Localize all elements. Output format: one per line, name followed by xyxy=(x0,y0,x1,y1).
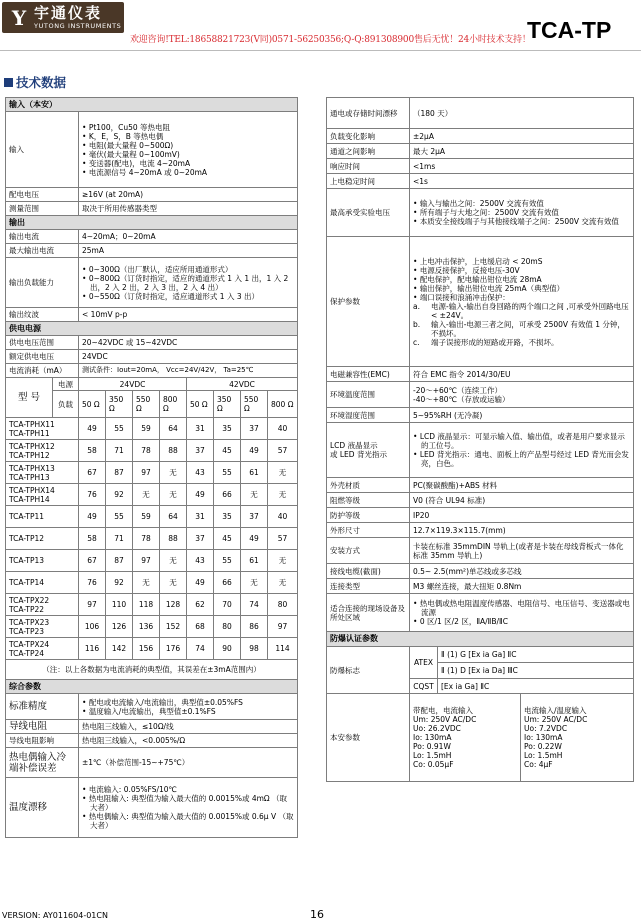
mount-value: 卡装在标准 35mmDIN 导轨上(或者是卡装在母线背板式一体化标准 35mm 导轨上) xyxy=(410,538,634,564)
version: VERSION: AY011604-01CN xyxy=(2,911,108,920)
logo-en: YUTONG INSTRUMENTS xyxy=(34,21,122,30)
consumption-cell: 45 xyxy=(214,440,241,462)
consumption-cell: 57 xyxy=(268,440,298,462)
consumption-cell: 无 xyxy=(160,550,187,572)
consumption-cell: 40 xyxy=(268,506,298,528)
is-param: 电流输入/温度输入 xyxy=(524,706,587,715)
housing-value: PC(聚碳酸酯)+ABS 材料 xyxy=(410,478,634,493)
consumption-cell: 37 xyxy=(241,506,268,528)
terminal-label: 连接类型 xyxy=(327,579,410,594)
is-param: Uo: 26.2VDC xyxy=(413,724,461,733)
consumption-cell: 71 xyxy=(106,440,133,462)
consumption-cell: 59 xyxy=(133,418,160,440)
consumption-cell: 无 xyxy=(160,484,187,506)
rated-value: 24VDC xyxy=(79,350,298,364)
consumption-cell: 118 xyxy=(133,594,160,616)
consumption-cell: 49 xyxy=(187,572,214,594)
protection-subitem xyxy=(413,320,630,338)
model-cell: TCA-TP11 xyxy=(6,506,79,528)
load-value-header: 800 Ω xyxy=(268,391,298,418)
is-param: Co: 0.05μF xyxy=(413,760,454,769)
load-item: • 0~300Ω（出厂默认，适应所用通道形式） xyxy=(82,265,294,274)
consumption-cell: 92 xyxy=(106,572,133,594)
consumption-cell: 49 xyxy=(241,440,268,462)
atex-label: ATEX xyxy=(410,647,438,679)
load-value-header: 350 Ω xyxy=(106,391,133,418)
consumption-cell: 74 xyxy=(241,594,268,616)
load-item: • 0~550Ω（订货时指定，适应通道形式 1 入 3 出） xyxy=(82,292,294,301)
is-params-b xyxy=(521,694,634,782)
section-square-icon xyxy=(4,78,13,87)
consumption-cell: 61 xyxy=(241,550,268,572)
drift-list xyxy=(82,785,294,830)
consumption-cell: 116 xyxy=(79,638,106,660)
consumption-cell: 无 xyxy=(268,462,298,484)
ripple-value: < 10mV p-p xyxy=(79,308,298,322)
drift-item: • 电流输入: 0.05%FS/10℃ xyxy=(82,785,294,794)
is-param: 带配电，电流输入 xyxy=(413,706,473,715)
consumption-cell: 55 xyxy=(106,506,133,528)
protection-item: • 上电冲击保护，上电缓启动 < 20mS xyxy=(413,257,630,266)
table-row xyxy=(6,418,298,440)
is-param: Po: 0.91W xyxy=(413,742,451,751)
consumption-cell: 86 xyxy=(241,616,268,638)
is-param: Io: 130mA xyxy=(524,733,563,742)
drift-label: 温度漂移 xyxy=(6,778,79,838)
consumption-cell: 62 xyxy=(187,594,214,616)
test-voltage-item: • 本质安全接线端子与其他接线端子之间：2500V 交流有效值 xyxy=(413,217,630,226)
consumption-cell: 无 xyxy=(241,572,268,594)
consumption-cell: 88 xyxy=(160,440,187,462)
consumption-cell: 61 xyxy=(241,462,268,484)
consumption-cell: 31 xyxy=(187,506,214,528)
load-value-header: 550 Ω xyxy=(241,391,268,418)
response-value: <1ms xyxy=(410,159,634,174)
consumption-cell: 40 xyxy=(268,418,298,440)
model-cell: TCA-TPHX11 TCA-TPH11 xyxy=(6,418,79,440)
housing-label: 外壳材质 xyxy=(327,478,410,493)
load-label: 输出负载能力 xyxy=(6,258,79,308)
consumption-cell: 无 xyxy=(160,572,187,594)
consumption-cell: 无 xyxy=(133,484,160,506)
consumption-cell: 88 xyxy=(160,528,187,550)
model-col-header: 型 号 xyxy=(6,378,53,418)
input-item: • 毫伏(最大量程 0~100mV) xyxy=(82,150,294,159)
max-current-value: 25mA xyxy=(79,244,298,258)
display-item: • LCD 液晶显示：可显示输入值、输出值，或者是用户要求显示的工位号。 xyxy=(413,432,630,450)
atex-dust: Ⅱ (1) D [Ex ia Da] ⅢC xyxy=(438,663,634,679)
consumption-cell: 57 xyxy=(268,528,298,550)
table-row xyxy=(6,462,298,484)
is-params-a xyxy=(410,694,521,782)
consumption-cell: 92 xyxy=(106,484,133,506)
consumption-cell: 64 xyxy=(160,506,187,528)
supply-value: ≥16V (at 20mA) xyxy=(79,188,298,202)
model-title: TCA-TP xyxy=(527,17,612,43)
consumption-cell: 无 xyxy=(268,572,298,594)
env-humidity-value: 5~95%RH (无冷凝) xyxy=(410,408,634,423)
consumption-cell: 126 xyxy=(106,616,133,638)
subitem-key: a. xyxy=(413,301,420,311)
protection-label: 保护参数 xyxy=(327,237,410,367)
input-item: • 电阻(最大量程 0~500Ω) xyxy=(82,141,294,150)
consumption-cell: 无 xyxy=(241,484,268,506)
load-item: • 0~800Ω（订货时指定，适应的通道形式 1 入 1 出，1 入 2 出，2 入 2 出，2 入 3 出，2 入 4 出） xyxy=(82,274,294,292)
subitem-key: c. xyxy=(413,337,420,347)
drift-item: • 热电阻输入: 典型值为输入最大值的 0.0015%或 4mΩ （取大者） xyxy=(82,794,294,812)
input-header: 输入（本安） xyxy=(6,98,298,112)
consumption-cell: 66 xyxy=(214,484,241,506)
size-label: 外形尺寸 xyxy=(327,523,410,538)
section-title: 技术数据 xyxy=(4,73,66,91)
consumption-cell: 68 xyxy=(187,616,214,638)
load-value-header: 800 Ω xyxy=(160,391,187,418)
consumption-cell: 87 xyxy=(106,550,133,572)
ripple-label: 输出纹波 xyxy=(6,308,79,322)
table-row xyxy=(6,616,298,638)
subitem-text: 电源-输入-输出自身回路的两个端口之间 ,可承受外回路电压 < ±24V。 xyxy=(431,301,629,320)
consumption-cell: 无 xyxy=(268,484,298,506)
out-current-value: 4~20mA；0~20mA xyxy=(79,230,298,244)
model-cell: TCA-TP12 xyxy=(6,528,79,550)
input-list xyxy=(82,123,294,177)
protection-item: • 电源反接保护，反接电压-30V xyxy=(413,266,630,275)
output-header: 输出 xyxy=(6,216,298,230)
cjc-label: 热电偶输入冷端补偿误差 xyxy=(6,748,79,778)
load-value-header: 50 Ω xyxy=(187,391,214,418)
right-spec-table xyxy=(326,97,634,782)
cqst-value: [Ex ia Ga] ⅡC xyxy=(438,679,634,694)
response-label: 响应时间 xyxy=(327,159,410,174)
load-list xyxy=(82,265,294,301)
contact-banner: 欢迎咨询!TEL:18658821723(V同)0571-56250356;Q-Q:891308900售后无忧！24小时技术支持！ xyxy=(130,35,531,45)
consumption-cell: 176 xyxy=(160,638,187,660)
site-item: • 0 区/1 区/2 区，ⅡA/ⅡB/ⅡC xyxy=(413,617,630,626)
atex-gas: Ⅱ (1) G [Ex ia Ga] ⅡC xyxy=(438,647,634,663)
ex-header: 防爆认证参数 xyxy=(327,632,634,647)
flame-value: V0 (符合 UL94 标准) xyxy=(410,493,634,508)
consumption-cell: 58 xyxy=(79,528,106,550)
subitem-text: 输入-输出-电源三者之间，可承受 2500V 有效值 1 分钟，不损坏。 xyxy=(431,319,625,338)
is-param: Um: 250V AC/DC xyxy=(413,715,477,724)
consumption-cell: 97 xyxy=(268,616,298,638)
page-number: 16 xyxy=(310,908,324,921)
env-humidity-label: 环境湿度范围 xyxy=(327,408,410,423)
lead-res-value: 热电阻三线输入，≤10Ω/线 xyxy=(79,720,298,734)
consumption-cell: 49 xyxy=(79,506,106,528)
consumption-cell: 无 xyxy=(133,572,160,594)
v24-header: 24VDC xyxy=(79,378,187,391)
accuracy-item: • 温度输入/电流输出，典型值±0.1%FS xyxy=(82,707,294,716)
consumption-cell: 37 xyxy=(187,440,214,462)
env-temp-value: -20～+60℃（连续工作） -40～+80℃（存放或运输） xyxy=(410,382,634,408)
consumption-cell: 110 xyxy=(106,594,133,616)
consumption-cell: 97 xyxy=(79,594,106,616)
accuracy-label: 标准精度 xyxy=(6,694,79,720)
subitem-text: 端子误接形成的短路或开路，不损坏。 xyxy=(431,337,559,347)
input-label: 输入 xyxy=(6,112,79,188)
input-item: • Pt100，Cu50 等热电阻 xyxy=(82,123,294,132)
consumption-cell: 37 xyxy=(187,528,214,550)
mount-label: 安装方式 xyxy=(327,538,410,564)
lead-res-effect-label: 导线电阻影响 xyxy=(6,734,79,748)
model-cell: TCA-TPX22 TCA-TP22 xyxy=(6,594,79,616)
consumption-cell: 37 xyxy=(241,418,268,440)
consumption-cell: 64 xyxy=(160,418,187,440)
env-temp-label: 环境温度范围 xyxy=(327,382,410,408)
consumption-cell: 152 xyxy=(160,616,187,638)
header-divider xyxy=(0,50,641,51)
is-param: Io: 130mA xyxy=(413,733,452,742)
logo-cn: 宇通仪表 xyxy=(34,3,103,22)
out-current-label: 输出电流 xyxy=(6,230,79,244)
is-param: Co: 4μF xyxy=(524,760,553,769)
wire-value: 0.5~ 2.5(mm²)单芯线或多芯线 xyxy=(410,564,634,579)
consumption-cell: 55 xyxy=(214,462,241,484)
protection-list xyxy=(413,257,630,302)
consumption-cell: 128 xyxy=(160,594,187,616)
is-param: Um: 250V AC/DC xyxy=(524,715,588,724)
consumption-cell: 114 xyxy=(268,638,298,660)
channel-effect-value: 最大 2μA xyxy=(410,144,634,159)
load-col-header: 负载 xyxy=(53,391,79,418)
power-range-value: 20~42VDC 或 15~42VDC xyxy=(79,336,298,350)
consumption-cell: 58 xyxy=(79,440,106,462)
site-item: • 热电偶或热电阻温度传感器、电阻信号、电压信号、变送器或电流源 xyxy=(413,599,630,617)
load-value-header: 550 Ω xyxy=(133,391,160,418)
terminal-value: M3 螺丝连接，最大扭矩 0.8Nm xyxy=(410,579,634,594)
consumption-cell: 66 xyxy=(214,572,241,594)
model-cell: TCA-TPHX13 TCA-TPH13 xyxy=(6,462,79,484)
model-cell: TCA-TPHX12 TCA-TPH12 xyxy=(6,440,79,462)
subitem-key: b. xyxy=(413,319,421,329)
table-row xyxy=(6,594,298,616)
ip-value: IP20 xyxy=(410,508,634,523)
company-logo xyxy=(2,2,124,33)
test-voltage-label: 最高承受实验电压 xyxy=(327,189,410,237)
table-row xyxy=(6,638,298,660)
consumption-cell: 136 xyxy=(133,616,160,638)
test-voltage-list xyxy=(413,199,630,226)
left-spec-table xyxy=(5,97,298,838)
channel-effect-label: 通道之间影响 xyxy=(327,144,410,159)
consumption-cell: 45 xyxy=(214,528,241,550)
range-value: 取决于所用传感器类型 xyxy=(79,202,298,216)
consumption-cell: 78 xyxy=(133,440,160,462)
consumption-cell: 80 xyxy=(214,616,241,638)
table-row xyxy=(6,440,298,462)
model-cell: TCA-TPHX14 TCA-TPH14 xyxy=(6,484,79,506)
emc-label: 电磁兼容性(EMC) xyxy=(327,367,410,382)
consumption-cell: 31 xyxy=(187,418,214,440)
model-cell: TCA-TPX24 TCA-TP24 xyxy=(6,638,79,660)
consumption-cell: 97 xyxy=(133,462,160,484)
consumption-cell: 98 xyxy=(241,638,268,660)
table-row xyxy=(6,484,298,506)
is-param: Po: 0.22W xyxy=(524,742,562,751)
wire-label: 接线电缆(截面) xyxy=(327,564,410,579)
consumption-cell: 87 xyxy=(106,462,133,484)
input-item: • 变送器(配电)，电流 4~20mA xyxy=(82,159,294,168)
table-row xyxy=(6,528,298,550)
consumption-cell: 55 xyxy=(214,550,241,572)
display-label: LCD 液晶显示 或 LED 背光指示 xyxy=(327,423,410,478)
protection-item: • 输出保护，输出钳位电流 25mA（典型值） xyxy=(413,284,630,293)
power-range-label: 供电电压范围 xyxy=(6,336,79,350)
consumption-cell: 67 xyxy=(79,462,106,484)
consumption-cell: 156 xyxy=(133,638,160,660)
logo-mark-icon: Y xyxy=(11,5,27,30)
consumption-cell: 90 xyxy=(214,638,241,660)
consumption-cell: 78 xyxy=(133,528,160,550)
consumption-cell: 71 xyxy=(106,528,133,550)
consumption-cell: 无 xyxy=(160,462,187,484)
settle-value: <1s xyxy=(410,174,634,189)
storage-drift-value: （180 天） xyxy=(410,98,634,129)
consumption-cell: 无 xyxy=(268,550,298,572)
rated-label: 额定供电电压 xyxy=(6,350,79,364)
test-voltage-item: • 输入与输出之间：2500V 交流有效值 xyxy=(413,199,630,208)
lead-res-effect-value: 热电阻三线输入，<0.005%/Ω xyxy=(79,734,298,748)
page-header xyxy=(0,0,641,66)
consumption-cell: 74 xyxy=(187,638,214,660)
consumption-cell: 142 xyxy=(106,638,133,660)
power-col-header: 电源 xyxy=(53,378,79,391)
protection-subitem xyxy=(413,302,630,320)
consumption-cell: 49 xyxy=(79,418,106,440)
table-row xyxy=(6,572,298,594)
consumption-cell: 49 xyxy=(187,484,214,506)
consumption-cell: 43 xyxy=(187,550,214,572)
is-params-label: 本安参数 xyxy=(327,694,410,782)
input-item: • K，E，S，B 等热电偶 xyxy=(82,132,294,141)
accuracy-item: • 配电或电流输入/电流输出，典型值±0.05%FS xyxy=(82,698,294,707)
consumption-cell: 55 xyxy=(106,418,133,440)
consumption-note: （注：以上各数据为电流消耗的典型值，其误差在±3mA范围内） xyxy=(6,660,298,680)
ex-mark-label: 防爆标志 xyxy=(327,647,410,694)
consumption-cell: 70 xyxy=(214,594,241,616)
is-param: Uo: 7.2VDC xyxy=(524,724,568,733)
consumption-cell: 35 xyxy=(214,418,241,440)
consumption-conditions: 测试条件：Iout=20mA， Vcc=24V/42V， Ta=25℃ xyxy=(79,364,298,378)
model-cell: TCA-TP13 xyxy=(6,550,79,572)
consumption-cell: 43 xyxy=(187,462,214,484)
test-voltage-item: • 所有端子与大地之间：2500V 交流有效值 xyxy=(413,208,630,217)
cqst-label: CQST xyxy=(410,679,438,694)
site-label: 适合连接的现场设备及所处区域 xyxy=(327,594,410,632)
accuracy-list xyxy=(82,698,294,716)
power-header: 供电电源 xyxy=(6,322,298,336)
flame-label: 阻燃等级 xyxy=(327,493,410,508)
protection-subitem xyxy=(413,338,630,347)
supply-label: 配电电压 xyxy=(6,188,79,202)
settle-label: 上电稳定时间 xyxy=(327,174,410,189)
drift-item: • 热电偶输入: 典型值为输入最大值的 0.0015%或 0.6μ V （取大者） xyxy=(82,812,294,830)
table-row xyxy=(6,550,298,572)
protection-item: • 端口误接和浪涌冲击保护： xyxy=(413,293,630,302)
consumption-cell: 97 xyxy=(133,550,160,572)
ip-label: 防护等级 xyxy=(327,508,410,523)
display-item: • LED 背光指示：通电、面板上的产品型号经过 LED 背光而会发亮，白色。 xyxy=(413,450,630,468)
max-current-label: 最大输出电流 xyxy=(6,244,79,258)
table-row xyxy=(6,506,298,528)
protection-item: • 配电保护，配电输出钳位电流 28mA xyxy=(413,275,630,284)
consumption-cell: 76 xyxy=(79,484,106,506)
model-cell: TCA-TP14 xyxy=(6,572,79,594)
consumption-cell: 67 xyxy=(79,550,106,572)
load-value-header: 50 Ω xyxy=(79,391,106,418)
protection-sublist xyxy=(413,302,630,347)
storage-drift-label: 通电或存储时间漂移 xyxy=(327,98,410,129)
is-param: Lo: 1.5mH xyxy=(413,751,452,760)
consumption-label: 电流消耗（mA） xyxy=(6,364,79,378)
lead-res-label: 导线电阻 xyxy=(6,720,79,734)
site-list xyxy=(413,599,630,626)
consumption-cell: 76 xyxy=(79,572,106,594)
size-value: 12.7×119.3×115.7(mm) xyxy=(410,523,634,538)
consumption-cell: 59 xyxy=(133,506,160,528)
load-value-header: 350 Ω xyxy=(214,391,241,418)
input-item: • 电流源信号 4~20mA 或 0~20mA xyxy=(82,168,294,177)
consumption-cell: 35 xyxy=(214,506,241,528)
cjc-value: ±1℃（补偿范围-15~+75℃） xyxy=(79,748,298,778)
emc-value: 符合 EMC 指令 2014/30/EU xyxy=(410,367,634,382)
load-effect-value: ±2μA xyxy=(410,129,634,144)
range-label: 测量范围 xyxy=(6,202,79,216)
consumption-cell: 80 xyxy=(268,594,298,616)
consumption-cell: 106 xyxy=(79,616,106,638)
v42-header: 42VDC xyxy=(187,378,298,391)
is-param: Lo: 1.5mH xyxy=(524,751,563,760)
model-cell: TCA-TPX23 TCA-TP23 xyxy=(6,616,79,638)
load-effect-label: 负载变化影响 xyxy=(327,129,410,144)
general-header: 综合参数 xyxy=(6,680,298,694)
consumption-cell: 49 xyxy=(241,528,268,550)
display-list xyxy=(413,432,630,468)
